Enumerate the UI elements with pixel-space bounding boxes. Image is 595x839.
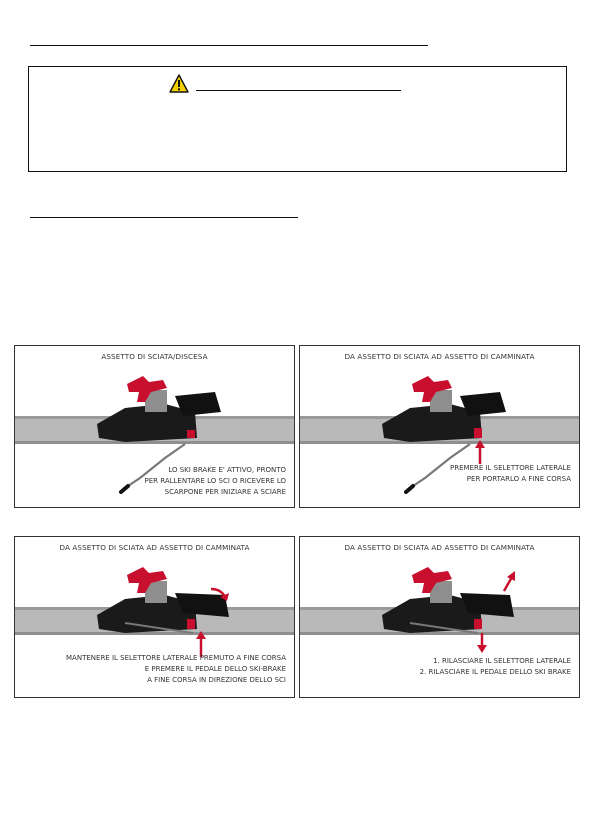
caption-line: LO SKI BRAKE E' ATTIVO, PRONTO <box>168 466 286 474</box>
panel-title: DA ASSETTO DI SCIATA AD ASSETTO DI CAMMINATA <box>59 543 250 552</box>
warning-title-underline <box>196 90 401 91</box>
caption-line: MANTENERE IL SELETTORE LATERALE PREMUTO A FINE CORSA <box>66 654 286 662</box>
arrow-up-right-icon <box>504 577 512 591</box>
panel-caption <box>145 465 286 498</box>
heading-underline-2 <box>30 217 298 218</box>
caption-line: 1. RILASCIARE IL SELETTORE LATERALE <box>433 657 571 665</box>
caption-line: PREMERE IL SELETTORE LATERALE <box>449 464 571 472</box>
caption-line: SCARPONE PER INIZIARE A SCIARE <box>164 488 286 496</box>
figure-panel-step-3 <box>299 536 580 698</box>
caption-line: PER PORTARLO A FINE CORSA <box>466 475 571 483</box>
panel-title: DA ASSETTO DI SCIATA AD ASSETTO DI CAMMINATA <box>344 352 535 361</box>
warning-box <box>28 66 567 172</box>
panel-caption <box>420 656 571 678</box>
caption-line: E PREMERE IL PEDALE DELLO SKI-BRAKE <box>144 665 286 673</box>
caption-line: A FINE CORSA IN DIREZIONE DELLO SCI <box>147 676 286 684</box>
warning-icon <box>169 74 189 93</box>
panel-title: DA ASSETTO DI SCIATA AD ASSETTO DI CAMMINATA <box>344 543 535 552</box>
panel-caption <box>450 463 571 485</box>
figure-panel-step-2 <box>14 536 295 698</box>
figure-panel-skiing-mode <box>14 345 295 508</box>
heading-underline-1 <box>30 45 428 46</box>
caption-line: PER RALLENTARE LO SCI O RICEVERE LO <box>144 477 286 485</box>
panel-title: ASSETTO DI SCIATA/DISCESA <box>101 352 208 361</box>
caption-line: 2. RILASCIARE IL PEDALE DELLO SKI BRAKE <box>419 668 571 676</box>
panel-caption <box>66 653 286 686</box>
figure-panel-step-1 <box>299 345 580 508</box>
